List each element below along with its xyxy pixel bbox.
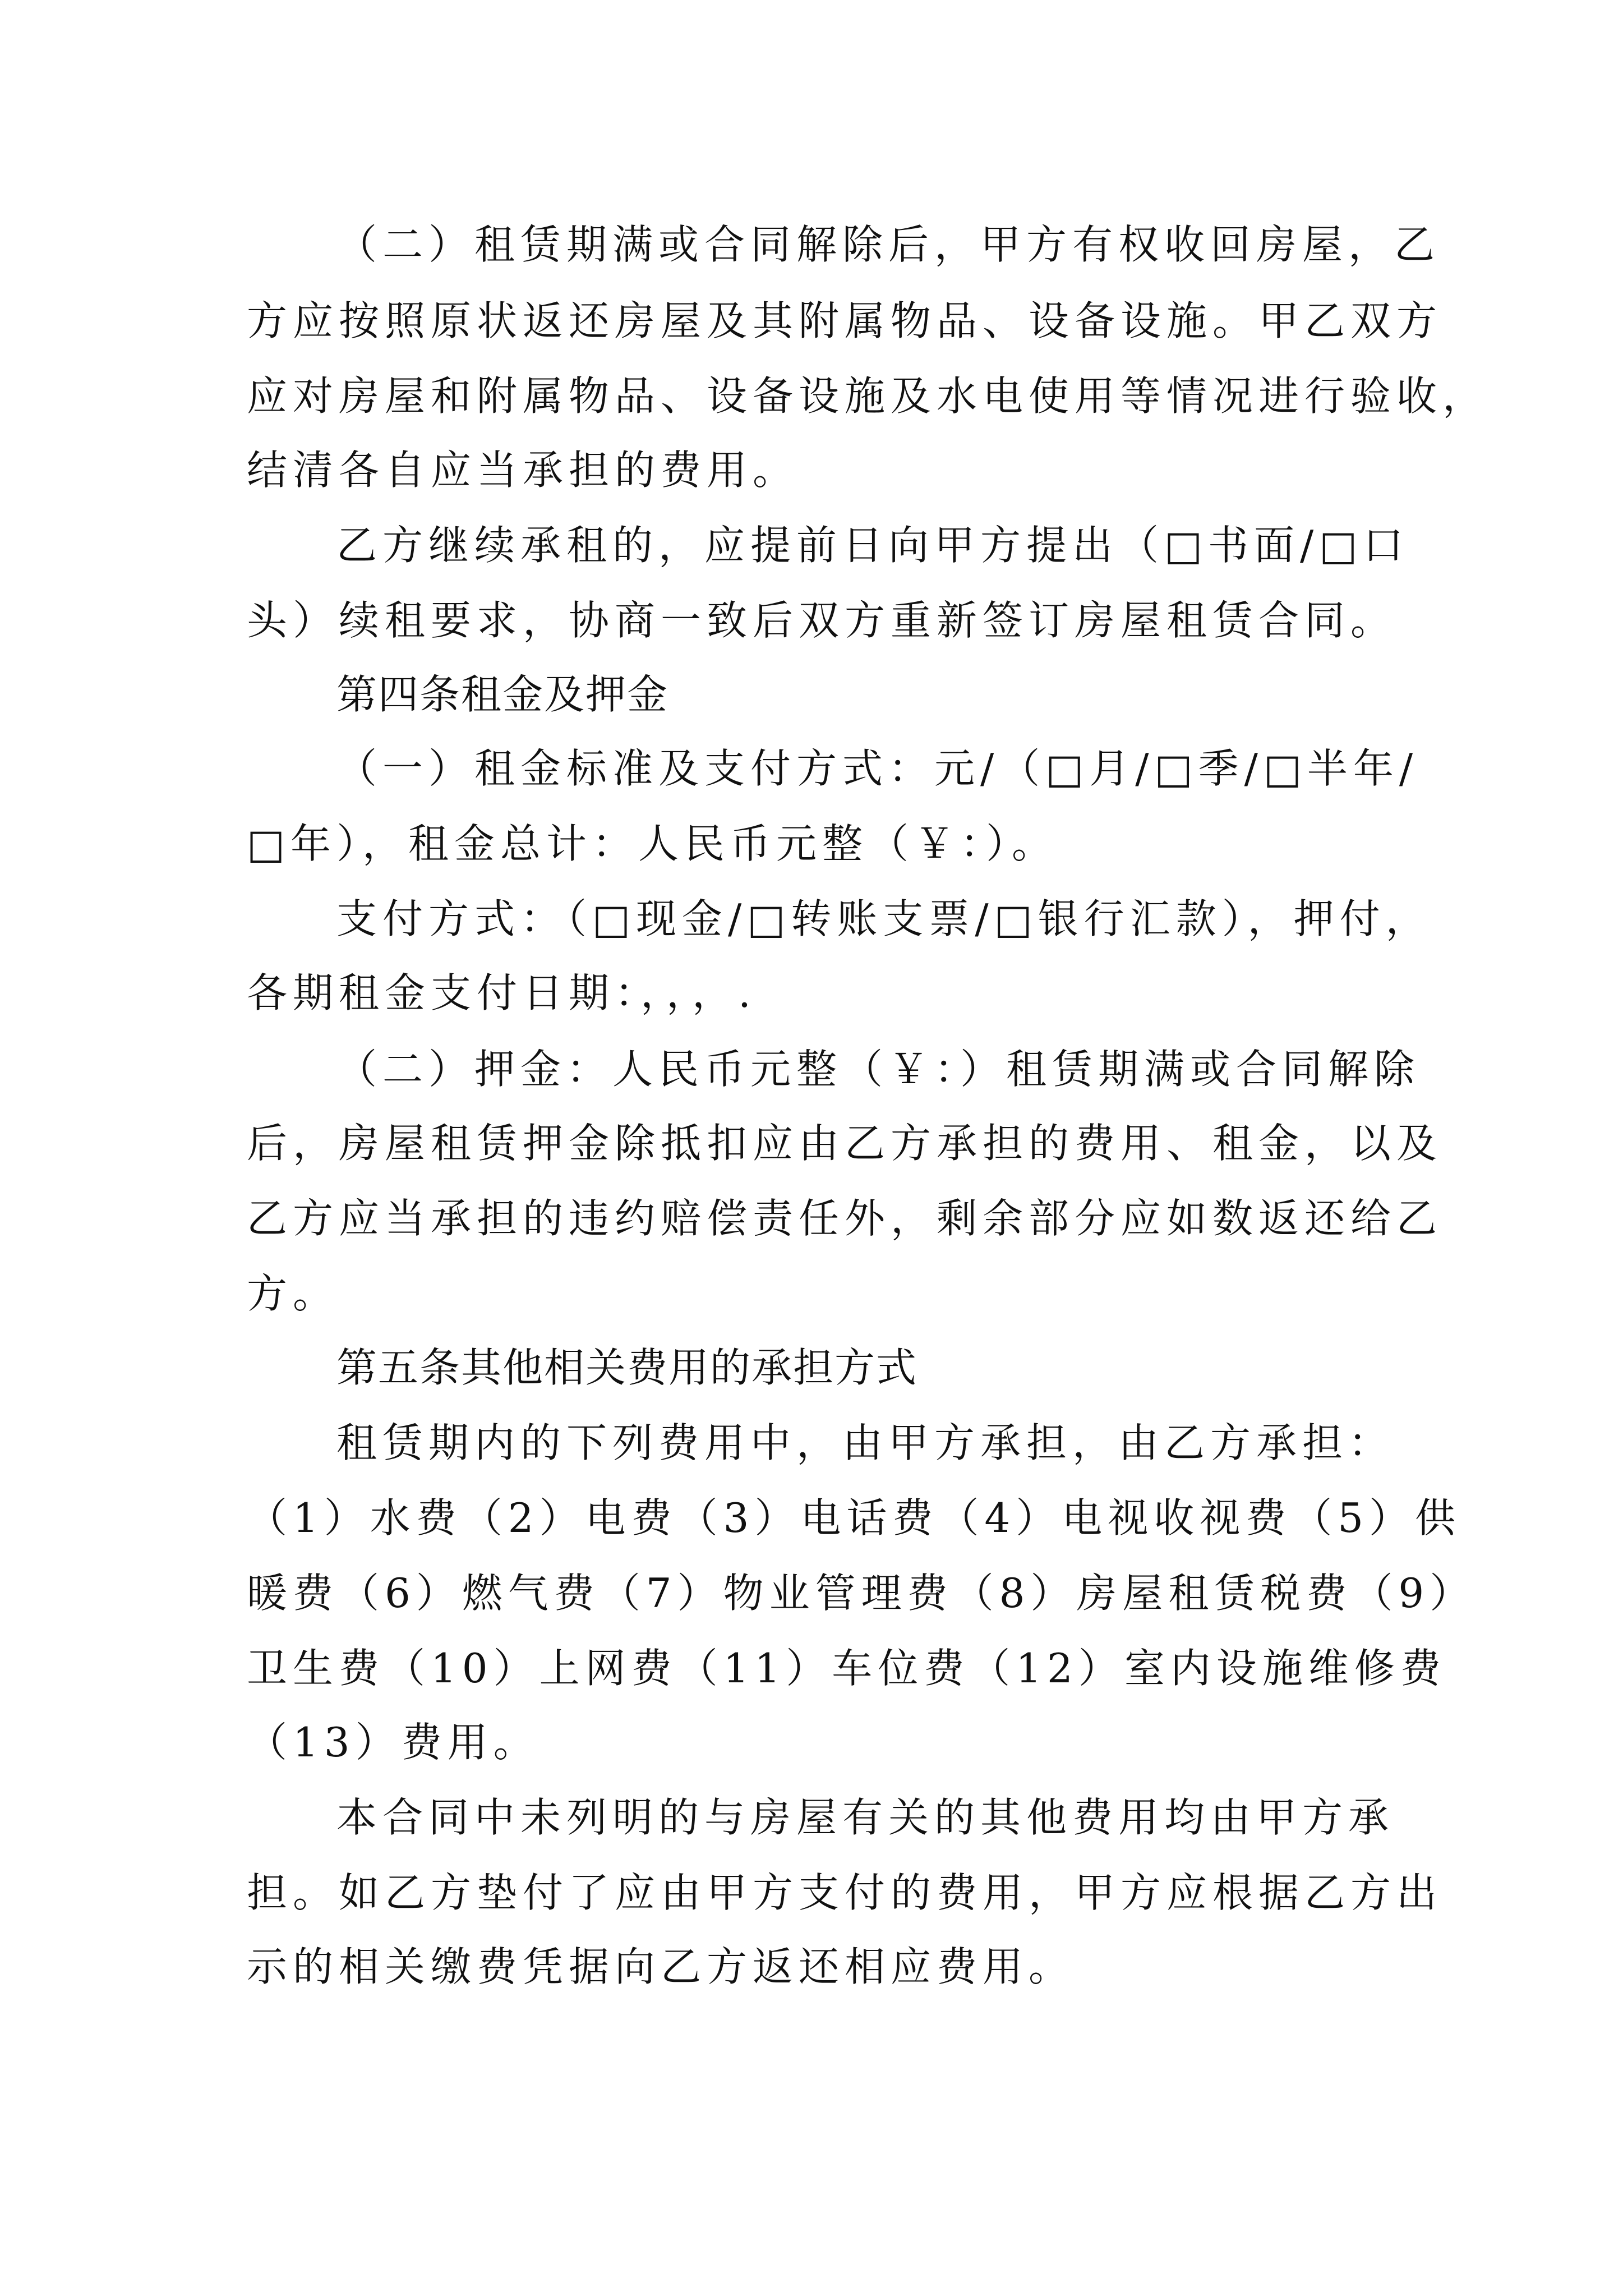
paragraph-deposit-line-2: 后，房屋租赁押金除抵扣应由乙方承担的费用、租金，以及 [247,1120,1443,1167]
paragraph-lease-expiry-line-2: 方应按照原状返还房屋及其附属物品、设备设施。甲乙双方 [247,297,1443,344]
paragraph-deposit-line-3: 乙方应当承担的违约赔偿责任外，剩余部分应如数返还给乙 [247,1195,1443,1242]
paragraph-fee-list-line-4: 卫生费（10）上网费（11）车位费（12）室内设施维修费 [247,1645,1446,1692]
paragraph-unlisted-fees-line-2: 担。如乙方垫付了应由甲方支付的费用，甲方应根据乙方出 [247,1869,1443,1916]
paragraph-lease-expiry-line-3: 应对房屋和附属物品、设备设施及水电使用等情况进行验收， [247,372,1489,420]
paragraph-renewal-line-1: 乙方继续承租的，应提前日向甲方提出（□书面/□口 [336,522,1409,569]
paragraph-rent-standard-line-2: □年），租金总计：人民币元整（￥：）。 [247,820,1058,867]
paragraph-lease-expiry-line-4: 结清各自应当承担的费用。 [247,447,799,494]
paragraph-fee-list-line-5: （13）费用。 [247,1719,540,1766]
paragraph-rent-standard-line-1: （一）租金标准及支付方式：元/（□月/□季/□半年/ [336,745,1419,792]
paragraph-renewal-line-2: 头）续租要求，协商一致后双方重新签订房屋租赁合同。 [247,597,1397,644]
paragraph-unlisted-fees-line-1: 本合同中未列明的与房屋有关的其他费用均由甲方承 [336,1794,1395,1841]
paragraph-fee-list-line-1: 租赁期内的下列费用中，由甲方承担，由乙方承担： [336,1419,1395,1466]
section-heading-rent-deposit: 第四条租金及押金 [336,671,669,718]
paragraph-lease-expiry-line-1: （二）租赁期满或合同解除后，甲方有权收回房屋，乙 [336,221,1441,268]
paragraph-payment-method-line-2: 各期租金支付日期：，，，. [247,969,757,1016]
paragraph-payment-method-line-1: 支付方式：（□现金/□转账支票/□银行汇款），押付， [336,895,1432,942]
paragraph-deposit-line-4: 方。 [247,1270,339,1317]
paragraph-unlisted-fees-line-3: 示的相关缴费凭据向乙方返还相应费用。 [247,1943,1075,1990]
section-heading-other-fees: 第五条其他相关费用的承担方式 [336,1344,918,1391]
paragraph-fee-list-line-2: （1）水费（2）电费（3）电话费（4）电视收视费（5）供 [247,1494,1461,1542]
paragraph-deposit-line-1: （二）押金：人民币元整（￥：）租赁期满或合同解除 [336,1046,1421,1093]
paragraph-fee-list-line-3: 暖费（6）燃气费（7）物业管理费（8）房屋租赁税费（9） [247,1570,1476,1617]
